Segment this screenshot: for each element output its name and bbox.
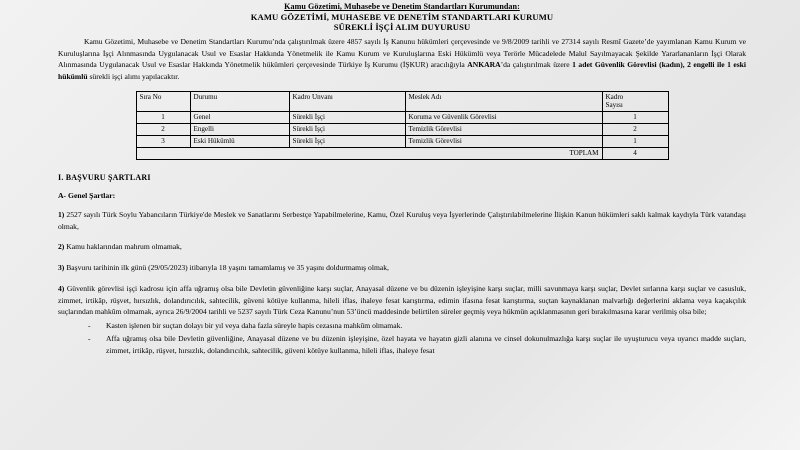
kadro-table-head [136,91,668,112]
cell-sayi: 1 [602,136,668,148]
intro-paragraph-wrapper [58,36,746,83]
cell-durum: Genel [190,112,289,124]
header-durumu: Durumu [190,91,289,112]
document-content [58,2,746,356]
table-header-row [136,91,668,112]
kadro-table-body [136,112,668,159]
requirement-item-4 [58,283,746,318]
item-number-4: 4) [58,283,65,293]
item-text-3: Başvuru tarihinin ilk günü (29/05/2023) itibarıyla 18 yaşını tamamlamış ve 35 yaşını doldurmamış olmak, [64,263,389,273]
cell-durum: Engelli [190,124,289,136]
table-row [136,112,668,124]
total-value: 4 [602,147,668,159]
cell-meslek: Koruma ve Güvenlik Görevlisi [405,112,602,124]
requirement-bullet-list [58,320,746,356]
intro-bold-city: ANKARA [467,60,501,70]
subsection-heading-genel-sartlar: A- Genel Şartlar: [58,190,116,200]
item-text-2: Kamu haklarından mahrum olmamak, [64,242,182,252]
header-sira-no: Sıra No [136,91,190,112]
document-title-block [58,2,746,32]
intro-text-part1: Kamu Gözetimi, Muhasebe ve Denetim Standartları Kurumu’nda çalıştırılmak üzere 4857 sayılı İş Kanunu hükümleri çerçevesinde ve 9/8/2009 tarihli ve 27314 sayılı Resmî Gazete’de yayımlanan Kamu Kurum ve Kuruluşlarına İşçi Alınmasında Uygulanacak Usul ve Esaslar Hakkında Yönetmelik ile Kamu Kurum ve Kuruluşlarına Eski Hükümlü veya Terörle Mücadelede Malul Sayılmayacak Şekilde Yararlananların İşçi Olarak Alınmasında Uygulanacak Usul ve Esaslar Hakkında Yönetmelik hükümleri çerçevesinde Türkiye İş Kurumu (İŞKUR) aracılığıyla [58,36,746,70]
cell-sayi: 2 [602,124,668,136]
cell-sira: 2 [136,124,190,136]
title-line-institution: KAMU GÖZETİMİ, MUHASEBE VE DENETİM STANDARTLARI KURUMU [250,11,554,22]
title-line-announcement: SÜREKLİ İŞÇİ ALIM DUYURUSU [333,21,471,32]
cell-kadro-unvani: Sürekli İşçi [289,136,405,148]
cell-sayi: 1 [602,112,668,124]
header-kadro-sayisi-line2: Sayısı [605,101,623,110]
kadro-table [136,91,669,160]
list-item: - Kasten işlenen bir suçtan dolayı bir yıl veya daha fazla süreyle hapis cezasına mahkûm olmamak. [58,320,746,332]
requirement-item-1 [58,209,746,233]
requirement-item-2 [58,241,746,253]
intro-paragraph [58,36,746,83]
item-number-3: 3) [58,263,65,273]
total-label: TOPLAM [136,147,602,159]
intro-text-part2: ’da çalıştırılmak üzere [500,60,573,70]
item-number-2: 2) [58,242,65,252]
list-item: - Affa uğramış olsa bile Devletin güvenliğine, Anayasal düzene ve bu düzenin işleyişine, özel hayata ve hayatın gizli alanına ve cinsel dokunulmazlığa karşı suçlar ile uyuşturucu veya uyarıcı madde suçları, zimmet, irtikâp, rüşvet, hırsızlık, dolandırıcılık, sahtecilik, güveni kötüye kullanma, hileli iflas, ihaleye fesat [58,333,746,357]
item-text-1: 2527 sayılı Türk Soylu Yabancıların Türkiye'de Meslek ve Sanatlarını Serbestçe Yapabilmelerine, Kamu, Özel Kuruluş veya İşyerlerinde Çalıştırılabilmelerine İlişkin Kanun hükümleri saklı kalmak kaydıyla Türk vatandaşı olmak, [58,209,746,231]
header-kadro-sayisi [602,91,668,112]
item-text-4: Güvenlik görevlisi işçi kadrosu için affa uğramış olsa bile Devletin güvenliğine karşı suçlar, Anayasal düzene ve bu düzenin işleyişine karşı suçlar, milli savunmaya karşı suçlar, Devlet sırlarına karşı suçlar ve casusluk, zimmet, irtikâp, rüşvet, hırsızlık, dolandırıcılık, sahtecilik, güveni kötüye kullanma, hileli iflas, ihaleye fesat karıştırma, edimin ifasına fesat karıştırma, suçtan kaynaklanan malvarlığı değerlerini aklama veya kaçakçılık suçlarından mahkûm olmamak, ayrıca 26/9/2004 tarihli ve 5237 sayılı Türk Ceza Kanunu’nun 53’üncü maddesinde belirtilen süreler geçmiş veya hükmün açıklanmasının geri bırakılmasına karar verilmiş olsa bile; [58,283,746,317]
cell-sira: 3 [136,136,190,148]
cell-meslek: Temizlik Görevlisi [405,136,602,148]
header-kadro-sayisi-line1: Kadro [605,92,624,101]
cell-durum: Eski Hükümlü [190,136,289,148]
header-kadro-unvani: Kadro Unvanı [289,91,405,112]
requirement-item-3 [58,262,746,274]
cell-kadro-unvani: Sürekli İşçi [289,112,405,124]
item-number-1: 1) [58,209,65,219]
table-total-row [136,147,668,159]
table-row [136,136,668,148]
table-row [136,124,668,136]
section-heading-basvuru-sartlari: I. BAŞVURU ŞARTLARI [58,172,151,182]
cell-meslek: Temizlik Görevlisi [405,124,602,136]
cell-kadro-unvani: Sürekli İşçi [289,124,405,136]
title-line-authority: Kamu Gözetimi, Muhasebe ve Denetim Standartları Kurumundan: [284,2,520,11]
header-meslek-adi: Meslek Adı [405,91,602,112]
intro-text-part3: sürekli işçi alımı yapılacaktır. [87,71,180,81]
intro-bold-positions: 1 adet Güvenlik Görevlisi (kadın), 2 engelli ile 1 eski hükümlü [58,60,747,81]
cell-sira: 1 [136,112,190,124]
